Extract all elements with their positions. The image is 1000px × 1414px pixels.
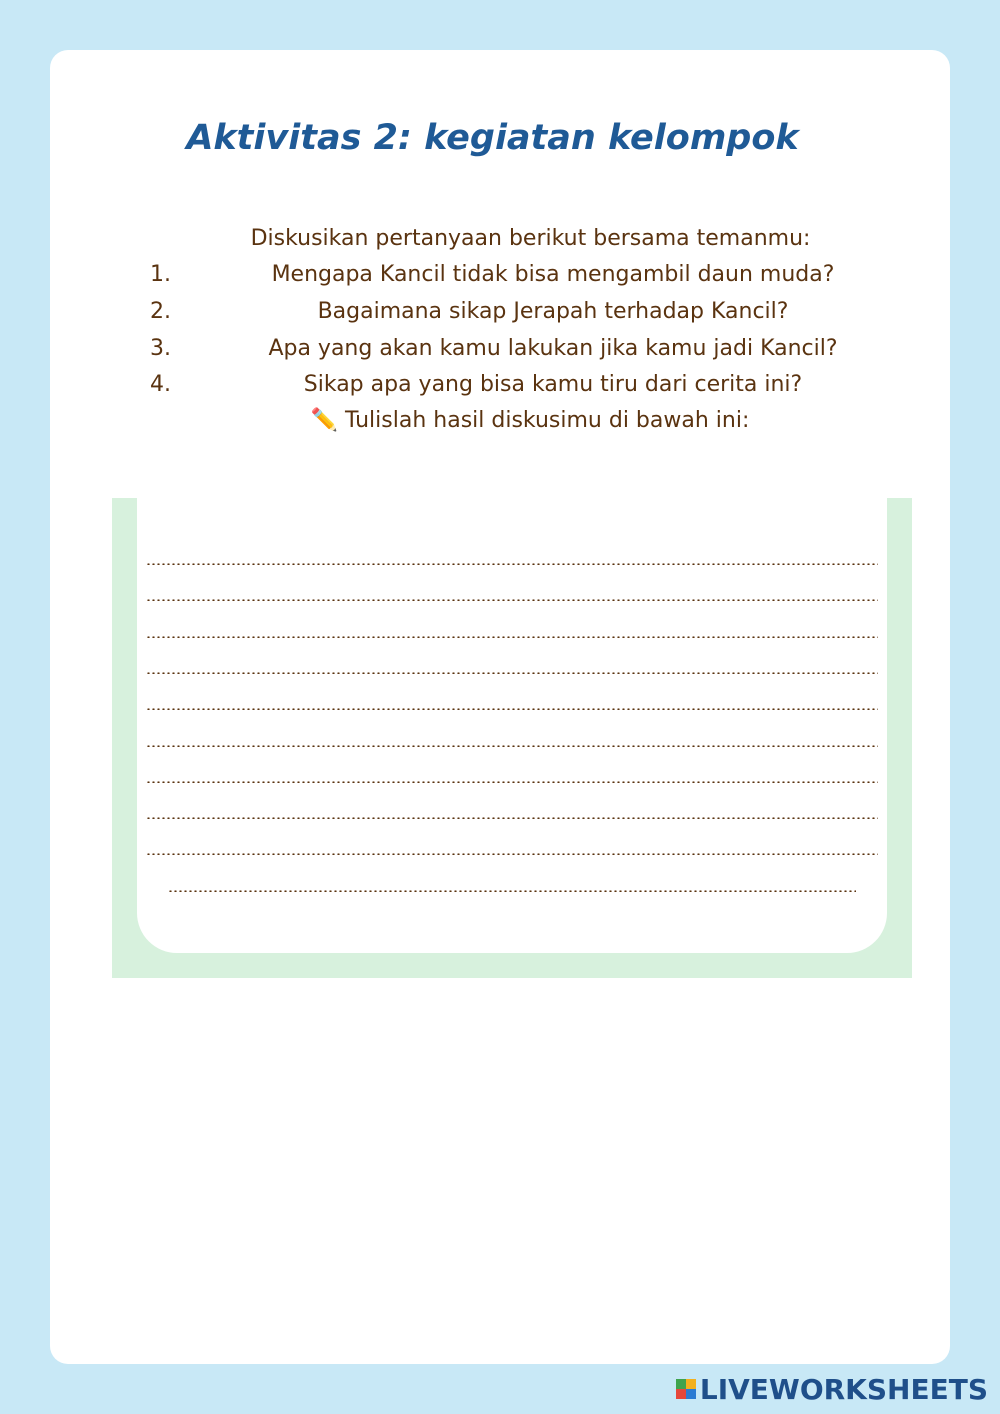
question-1: Mengapa Kancil tidak bisa mengambil daun muda?: [271, 262, 835, 287]
answer-line[interactable]: [146, 599, 878, 601]
liveworksheets-logo[interactable]: [676, 1374, 988, 1404]
write-instruction-text: Tulislah hasil diskusimu di bawah ini:: [345, 408, 750, 433]
liveworksheets-logo-text: LIVEWORKSHEETS: [699, 1372, 988, 1406]
answer-input-area[interactable]: [137, 498, 887, 953]
question-2: Bagaimana sikap Jerapah terhadap Kancil?: [317, 299, 789, 324]
liveworksheets-logo-icon: [676, 1379, 696, 1399]
pencil-icon: ✏️: [310, 408, 339, 433]
answer-line[interactable]: [146, 672, 878, 674]
answer-line[interactable]: [146, 563, 878, 565]
answer-line[interactable]: [146, 708, 878, 710]
question-number-2: 2.: [150, 299, 171, 324]
answer-line[interactable]: [146, 853, 878, 855]
answer-line[interactable]: [168, 890, 856, 892]
page-title: Aktivitas 2: kegiatan kelompok: [186, 118, 799, 158]
question-number-4: 4.: [150, 372, 171, 397]
question-3: Apa yang akan kamu lakukan jika kamu jadi Kancil?: [268, 336, 838, 361]
question-4: Sikap apa yang bisa kamu tiru dari cerita ini?: [303, 372, 803, 397]
answer-line[interactable]: [146, 745, 878, 747]
answer-line[interactable]: [146, 636, 878, 638]
answer-line[interactable]: [146, 817, 878, 819]
intro-text: Diskusikan pertanyaan berikut bersama temanmu:: [250, 226, 811, 251]
answer-line[interactable]: [146, 781, 878, 783]
write-instruction: [0, 408, 1000, 433]
question-number-3: 3.: [150, 336, 171, 361]
question-number-1: 1.: [150, 262, 171, 287]
